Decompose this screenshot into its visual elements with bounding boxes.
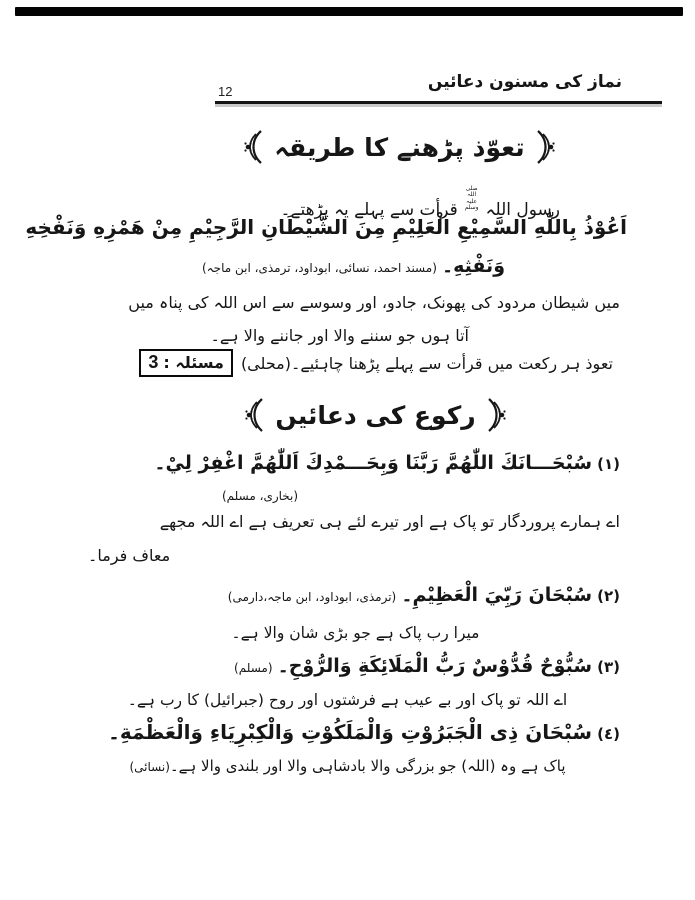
masla-text: تعوذ ہر رکعت میں قرأت سے پہلے پڑھنا چاہئیے۔(محلی) [240, 353, 613, 373]
floral-bracket-right-icon [486, 396, 506, 434]
item-arabic: سُبْحَـــانَكَ اللّٰهُمَّ رَبَّنَا وَبِحَـــمْدِكَ اَللّٰهُمَّ اغْفِرْ لِيْ۔ [154, 452, 593, 474]
heading-ruku-label: رکوع کی دعائیں [275, 400, 476, 430]
item-1-source: (بخاری، مسلم) [222, 489, 299, 503]
masla-number: 3 [148, 352, 159, 372]
running-title: نماز کی مسنون دعائیں [427, 72, 622, 92]
item-arabic: سُبُّوْحٌ قُدُّوْسٌ رَبُّ الْمَلَائِكَةِ وَالرُّوْحِ۔ [277, 655, 593, 677]
item-number: (٤) [597, 725, 620, 743]
dua-item-4 [108, 720, 620, 744]
page-number: 12 [218, 84, 233, 99]
header-rule [215, 101, 662, 104]
item-number: (١) [597, 455, 620, 473]
dua-item-1 [154, 452, 620, 474]
item-arabic: سُبْحَانَ ذِی الْجَبَرُوْتِ وَالْمَلَكُوْتِ وَالْكِبْرِيَاءِ وَالْعَظْمَةِ۔ [108, 720, 593, 744]
item-3-translation: اے اللہ تو پاک اور بے عیب ہے فرشتوں اور روح (جبرائیل) کا رب ہے۔ [127, 691, 568, 709]
masla-label-box [139, 349, 233, 377]
masla-word: مسئلہ : [163, 353, 224, 372]
item-2-translation: میرا رب پاک ہے جو بڑی شان والا ہے۔ [231, 624, 480, 642]
heading-taawuz-label: تعوّذ پڑھنے کا طریقہ [274, 132, 525, 162]
item-1-translation-line2: معاف فرما۔ [88, 546, 171, 565]
dua-item-2 [228, 584, 620, 606]
item-4-source: (نسائی) [129, 760, 170, 774]
item-1-translation-line1: اے ہمارے پروردگار تو پاک ہے اور تیرے لئے ہی تعریف ہے اے اللہ مجھے [159, 512, 620, 531]
item-4-translation-line [0, 757, 695, 775]
salutation-mark: صلی اللہ علیہ وسلم [464, 185, 479, 211]
taawuz-arabic-line1: اَعُوْذُ بِاللّٰهِ السَّمِيْعِ الْعَلِيْمِ مِنَ الشَّيْطَانِ الرَّجِيْمِ مِنْ هَمْزِهِ وَنَفْخِهِ [25, 215, 627, 239]
taawuz-arabic-line2 [202, 255, 505, 277]
floral-bracket-left-icon [245, 396, 265, 434]
floral-bracket-left-icon [244, 128, 264, 166]
item-number: (٣) [597, 658, 620, 676]
taawuz-translation-line2: آتا ہوں جو سننے والا اور جاننے والا ہے۔ [210, 326, 469, 345]
item-source: (مسلم) [234, 661, 273, 675]
section-heading-taawuz [52, 128, 695, 166]
taawuz-translation-line1: میں شیطان مردود کی پھونک، جادو، اور وسوسے سے اس اللہ کی پناہ میں [128, 293, 620, 312]
item-arabic: سُبْحَانَ رَبِّيَ الْعَظِيْمِ۔ [401, 584, 593, 606]
intro-post: قرأت سے پہلے یہ پڑھتے۔ [280, 199, 458, 220]
section-heading-ruku [28, 396, 695, 434]
scan-edge-bar [15, 7, 683, 16]
floral-bracket-right-icon [535, 128, 555, 166]
taawuz-source: (مسند احمد، نسائی، ابوداود، ترمذی، ابن ماجہ) [201, 261, 437, 275]
dua-item-3 [234, 655, 620, 677]
item-4-translation: پاک ہے وہ (اللہ) جو بزرگی والا بادشاہی والا اور بلندی والا ہے۔ [169, 757, 566, 775]
taawuz-arabic-tail: وَنَفْثِهِ۔ [441, 255, 505, 277]
item-source: (ترمذی، ابوداود، ابن ماجہ،دارمی) [227, 590, 397, 604]
masla-line [139, 349, 613, 377]
item-number: (٢) [597, 587, 620, 605]
intro-pre: رسول اللہ [485, 199, 560, 220]
